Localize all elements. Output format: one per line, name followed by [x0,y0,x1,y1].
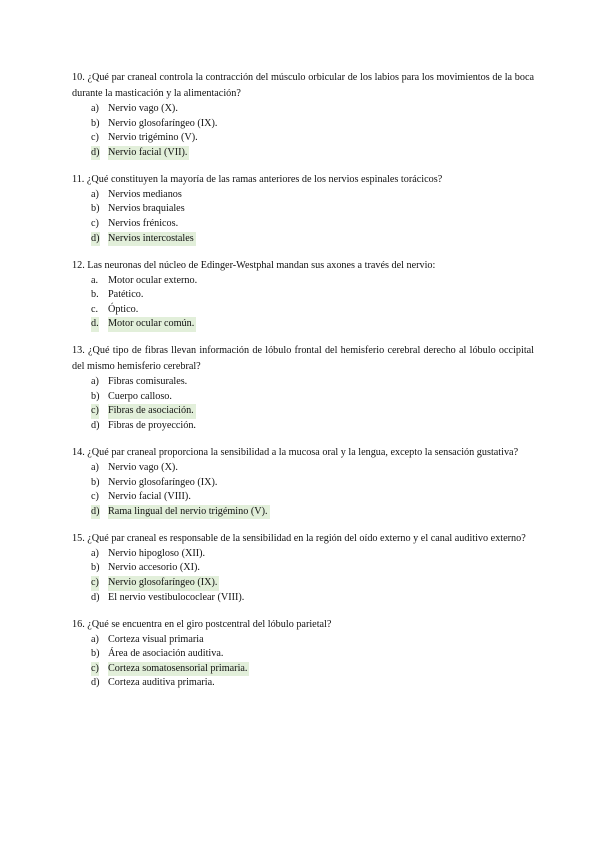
question-stem [72,258,534,274]
option-text: Corteza auditiva primaria. [108,677,215,689]
option-letter: a) [91,547,99,559]
option-text: Cuerpo calloso. [108,390,172,402]
option-letter: d) [91,677,100,689]
answer-option [72,647,534,662]
answer-option [72,202,534,217]
option-letter: c) [91,404,99,419]
answer-option-correct [72,404,534,419]
options-list [72,547,534,605]
option-letter: a) [91,188,99,200]
options-list [72,633,534,691]
option-text: Patético. [108,289,144,301]
question-stem [72,172,534,188]
option-text: Fibras de proyección. [108,420,196,432]
option-letter: b) [91,562,100,574]
option-letter: c) [91,217,99,229]
option-letter: a) [91,462,99,474]
option-letter: c. [91,303,99,315]
option-letter: a) [91,633,99,645]
option-letter: b) [91,203,100,215]
answer-option [72,461,534,476]
option-text: Fibras de asociación. [108,404,196,419]
option-letter: c) [91,491,99,503]
question-block [72,445,534,519]
quiz-page [72,70,534,702]
question-stem [72,70,534,102]
options-list [72,102,534,160]
answer-option-correct [72,662,534,677]
question-number: 13. [72,345,85,357]
answer-option [72,676,534,691]
question-text: ¿Qué par craneal proporciona la sensibilidad a la mucosa oral y la lengua, excepto la sensación gustativa? [87,447,519,459]
answer-option [72,131,534,146]
answer-option [72,633,534,648]
answer-option [72,591,534,606]
answer-option [72,188,534,203]
answer-option [72,274,534,289]
answer-option-correct [72,146,534,161]
answer-option [72,561,534,576]
option-text: Nervio vago (X). [108,462,178,474]
option-letter: b) [91,476,100,488]
option-letter: a. [91,274,99,286]
option-letter: b) [91,390,100,402]
option-letter: b) [91,117,100,129]
question-text: ¿Qué se encuentra en el giro postcentral del lóbulo parietal? [87,618,332,630]
answer-option-correct [72,505,534,520]
option-text: Nervios frénicos. [108,217,179,229]
option-letter: c) [91,576,99,591]
question-number: 16. [72,618,85,630]
option-text: Área de asociación auditiva. [108,648,224,660]
question-text: ¿Qué par craneal es responsable de la sensibilidad en la región del oído externo y el canal auditivo externo? [87,532,526,544]
question-stem [72,531,534,547]
answer-option [72,217,534,232]
option-text: Fibras comisurales. [108,376,188,388]
question-block [72,343,534,433]
answer-option-correct [72,317,534,332]
option-text: El nervio vestibulococlear (VIII). [108,591,245,603]
options-list [72,188,534,246]
answer-option [72,288,534,303]
option-text: Nervio hipogloso (XII). [108,547,206,559]
question-number: 14. [72,447,85,459]
options-list [72,274,534,332]
question-number: 10. [72,72,85,83]
options-list [72,461,534,519]
option-letter: d) [91,232,100,247]
answer-option-correct [72,576,534,591]
option-text: Nervios braquiales [108,203,185,215]
question-stem [72,445,534,461]
answer-option [72,547,534,562]
option-text: Nervio facial (VII). [108,146,189,161]
answer-option [72,476,534,491]
options-list [72,375,534,433]
option-text: Óptico. [108,303,139,315]
question-text: ¿Qué tipo de fibras llevan información de lóbulo frontal del hemisferio cerebral derecho al lóbulo occipital del mismo hemisferio cerebral? [72,345,535,373]
question-number: 15. [72,532,85,544]
option-text: Motor ocular externo. [108,274,198,286]
answer-option [72,117,534,132]
question-block [72,172,534,246]
option-text: Nervio glosofaríngeo (IX). [108,476,218,488]
option-text: Nervios intercostales [108,232,196,247]
option-text: Corteza visual primaria [108,633,204,645]
answer-option [72,102,534,117]
option-text: Nervio vago (X). [108,103,178,114]
option-text: Nervios medianos [108,188,182,200]
question-stem [72,617,534,633]
option-text: Corteza somatosensorial primaria. [108,662,249,677]
question-block [72,258,534,332]
option-letter: d) [91,420,100,432]
option-letter: c) [91,132,99,144]
option-text: Nervio facial (VIII). [108,491,191,503]
question-block [72,70,534,160]
question-number: 12. [72,259,85,271]
question-block [72,617,534,691]
answer-option [72,419,534,434]
option-text: Nervio glosofaríngeo (IX). [108,117,218,129]
option-letter: d) [91,505,100,520]
option-text: Rama lingual del nervio trigémino (V). [108,505,270,520]
question-stem [72,343,534,375]
question-text: ¿Qué constituyen la mayoría de las ramas anteriores de los nervios espinales torácicos? [86,173,443,185]
question-number: 11. [72,173,85,185]
option-letter: d) [91,146,100,161]
option-text: Nervio glosofaríngeo (IX). [108,576,219,591]
answer-option [72,490,534,505]
option-letter: a) [91,376,99,388]
option-letter: d) [91,591,100,603]
answer-option [72,375,534,390]
option-letter: d. [91,317,99,332]
option-text: Motor ocular común. [108,317,196,332]
option-text: Nervio accesorio (XI). [108,562,200,574]
answer-option [72,390,534,405]
option-letter: b. [91,289,99,301]
option-letter: b) [91,648,100,660]
option-text: Nervio trigémino (V). [108,132,198,144]
option-letter: c) [91,662,99,677]
question-text: ¿Qué par craneal controla la contracción del músculo orbicular de los labios para los movimientos de la boca durante la masticación y la alimentación? [72,72,535,99]
answer-option [72,303,534,318]
answer-option-correct [72,232,534,247]
question-text: Las neuronas del núcleo de Edinger-Westphal mandan sus axones a través del nervio: [87,259,436,271]
question-block [72,531,534,605]
option-letter: a) [91,103,99,114]
